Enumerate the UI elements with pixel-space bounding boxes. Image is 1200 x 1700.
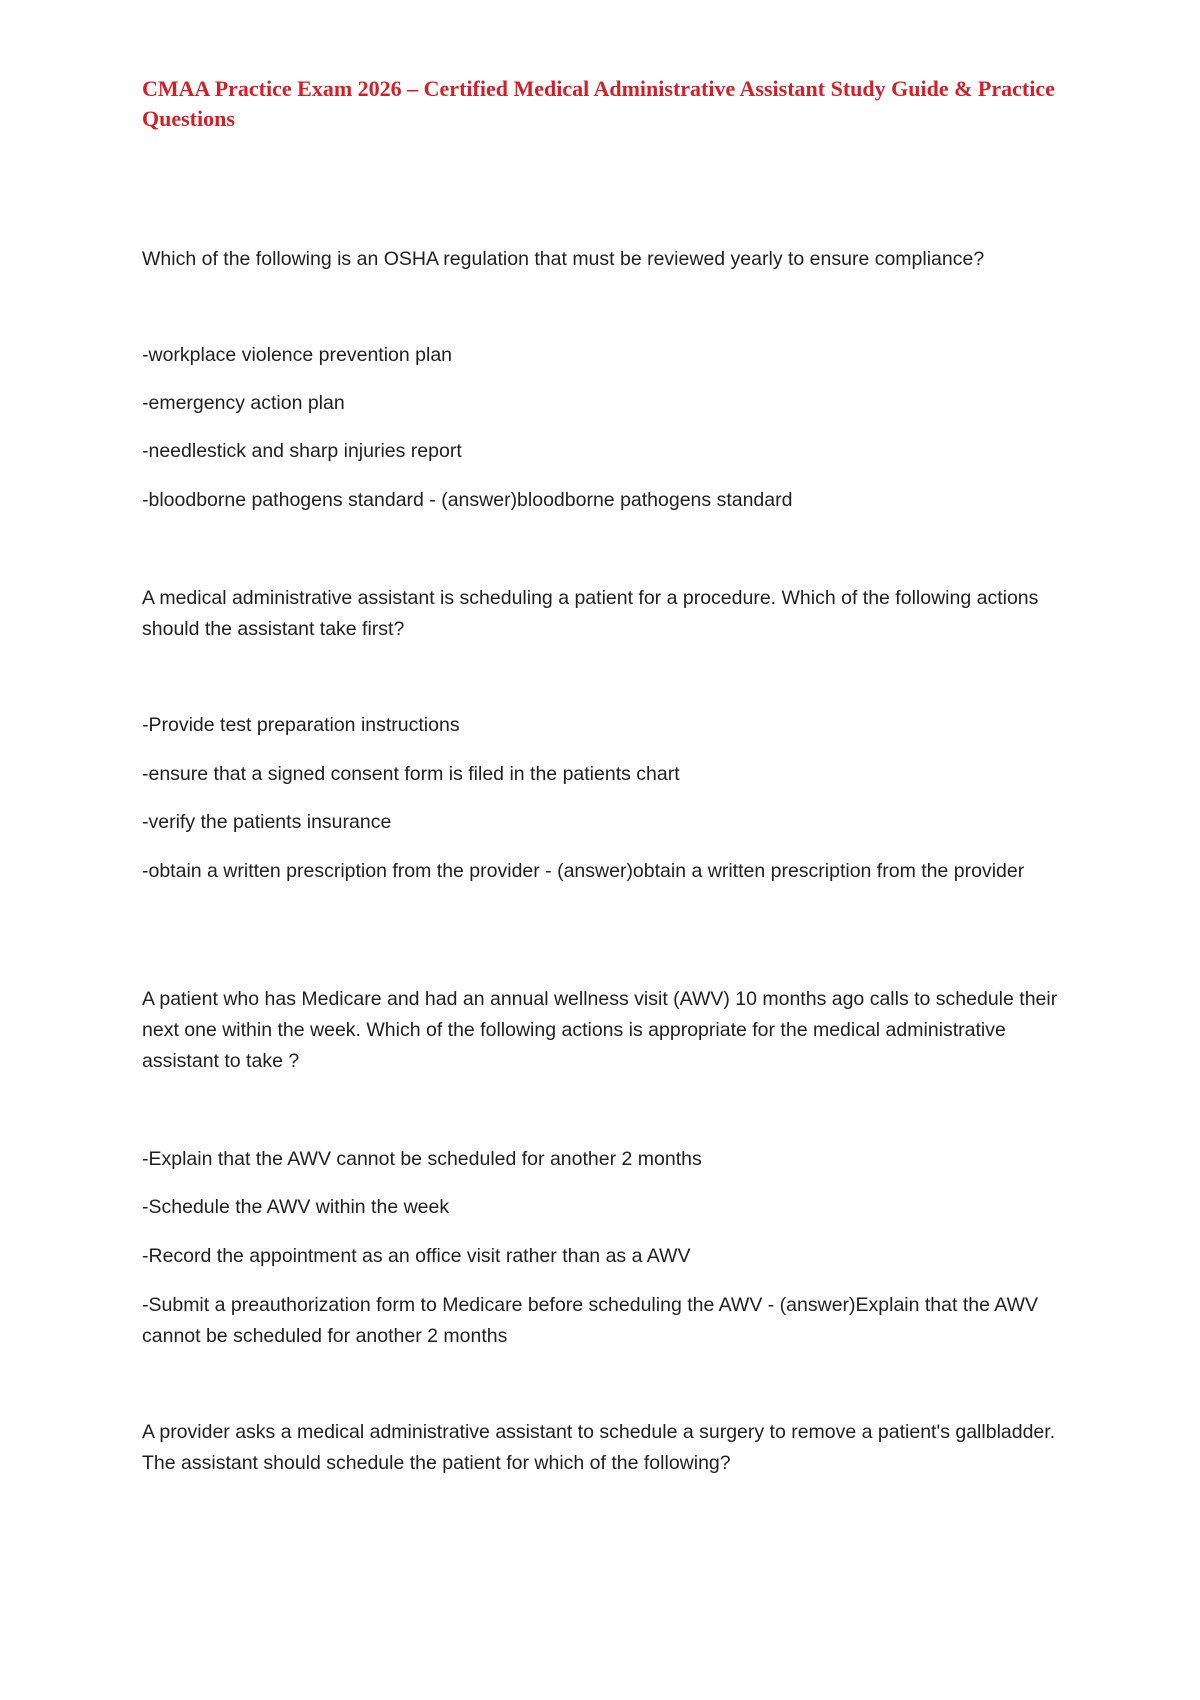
question-1-option-3: -needlestick and sharp injuries report <box>142 440 462 462</box>
question-3-option-4: -Submit a preauthorization form to Medicare before scheduling the AWV - (answer)Explain that the AWV cannot be scheduled for another 2 months <box>142 1294 1038 1347</box>
question-1-option-4: -bloodborne pathogens standard - (answer)bloodborne pathogens standard <box>142 489 793 511</box>
question-1-option-1: -workplace violence prevention plan <box>142 344 453 366</box>
question-3-option-3: -Record the appointment as an office visit rather than as a AWV <box>142 1245 691 1267</box>
question-1-option-2: -emergency action plan <box>142 392 345 414</box>
question-2-option-3: -verify the patients insurance <box>142 811 392 833</box>
question-3-option-1: -Explain that the AWV cannot be scheduled for another 2 months <box>142 1148 702 1170</box>
question-3-prompt: A patient who has Medicare and had an annual wellness visit (AWV) 10 months ago calls to schedule their next one within the week. Which of the following actions is appropriate for the medical administrative assistant to take ? <box>142 988 1058 1072</box>
document-title: CMAA Practice Exam 2026 – Certified Medical Administrative Assistant Study Guide & Practice Questions <box>142 76 1055 131</box>
question-4-prompt: A provider asks a medical administrative assistant to schedule a surgery to remove a patient's gallbladder. The assistant should schedule the patient for which of the following? <box>142 1421 1056 1474</box>
question-1-prompt: Which of the following is an OSHA regulation that must be reviewed yearly to ensure compliance? <box>142 248 985 270</box>
question-2-option-4: -obtain a written prescription from the provider - (answer)obtain a written prescription from the provider <box>142 860 1025 882</box>
question-2-option-2: -ensure that a signed consent form is filed in the patients chart <box>142 763 680 785</box>
question-2-prompt: A medical administrative assistant is scheduling a patient for a procedure. Which of the following actions should the assistant take first? <box>142 587 1039 640</box>
question-2-option-1: -Provide test preparation instructions <box>142 714 460 736</box>
question-3-option-2: -Schedule the AWV within the week <box>142 1196 450 1218</box>
